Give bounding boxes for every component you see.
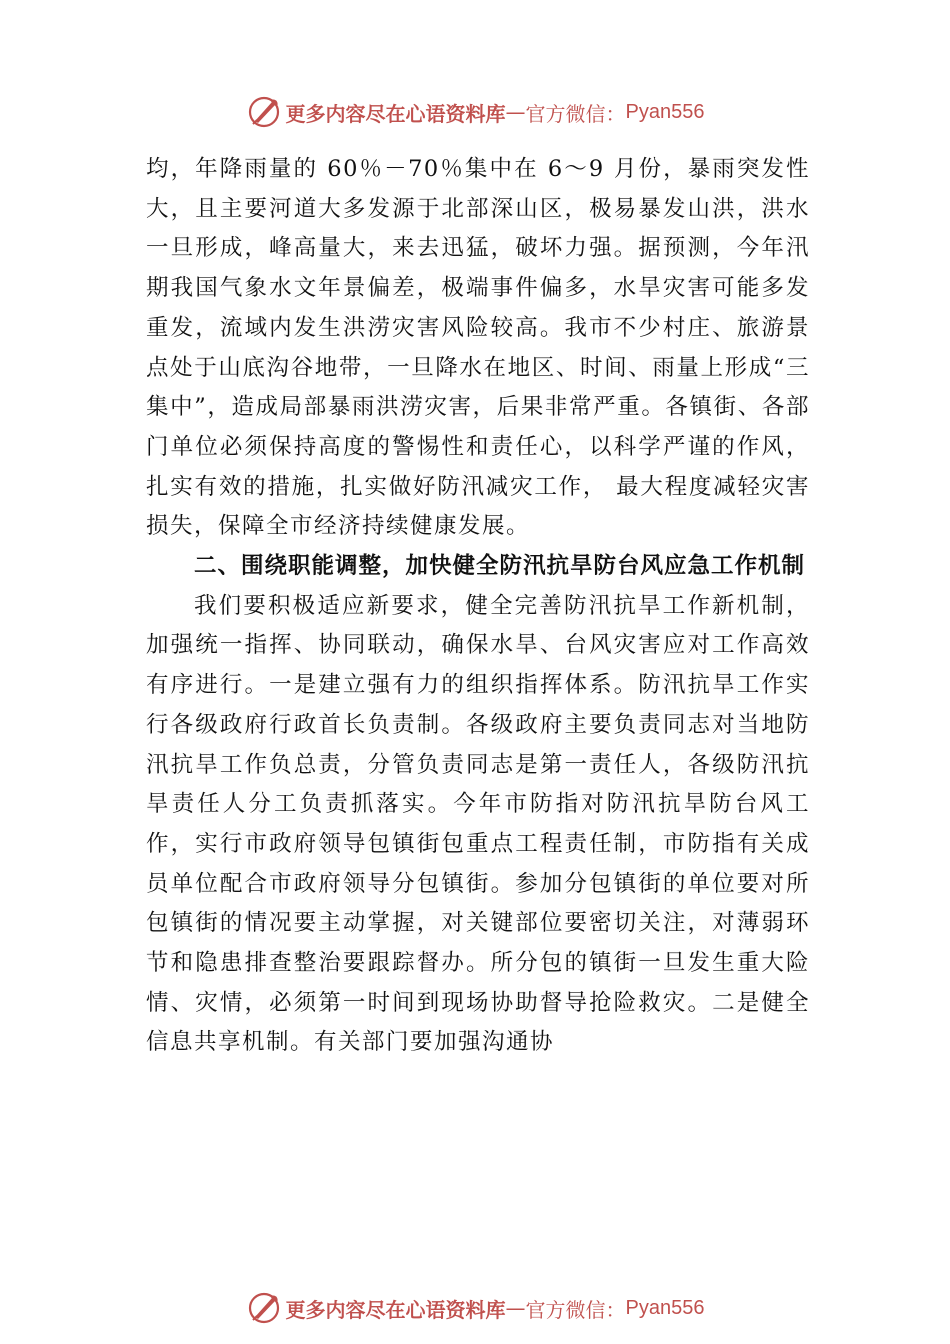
header-watermark bbox=[0, 92, 950, 132]
footer-watermark bbox=[0, 1288, 950, 1328]
watermark-wechat-id: Pyan556 bbox=[625, 100, 705, 123]
section-heading-2: 二、围绕职能调整，加快健全防汛抗旱防台风应急工作机制 bbox=[194, 553, 806, 580]
watermark-label: 官方微信： bbox=[525, 101, 626, 126]
watermark-wechat-id: Pyan556 bbox=[625, 1296, 705, 1319]
body-paragraph-2: 我们要积极适应新要求，健全完善防汛抗旱工作新机制，加强统一指挥、协同联动，确保水旱、台风灾害应对工作高效有序进行。一是建立强有力的组织指挥体系。防汛抗旱工作实行各级政府行政首长负责制。各级政府主要负责同志对当地防汛抗旱工作负总责，分管负责同志是第一责任人，各级防汛抗旱责任人分工负责抓落实。今年市防指对防汛抗旱防台风工作，实行市政府领导包镇街包重点工程责任制，市防指有关成员单位配合市政府领导分包镇街。参加分包镇街的单位要对所包镇街的情况要主动掌握，对关键部位要密切关注，对薄弱环节和隐患排查整治要跟踪督办。所分包的镇街一旦发生重大险情、灾情，必须第一时间到现场协助督导抢险救灾。二是健全信息共享机制。有关部门要加强沟通协 bbox=[146, 592, 810, 1056]
document-body bbox=[146, 150, 810, 1063]
body-paragraph-1: 均，年降雨量的 60％－70％集中在 6～9 月份，暴雨突发性大，且主要河道大多发源于北部深山区，极易暴发山洪，洪水一旦形成，峰高量大，来去迅猛，破坏力强。据预测，今年汛期我国气象水文年景偏差，极端事件偏多，水旱灾害可能多发重发，流域内发生洪涝灾害风险较高。我市不少村庄、旅游景点处于山底沟谷地带，一旦降水在地区、时间、雨量上形成“三集中”，造成局部暴雨洪涝灾害，后果非常严重。各镇街、各部门单位必须保持高度的警惕性和责任心，以科学严谨的作风，扎实有效的措施，扎实做好防汛减灾工作， 最大程度减轻灾害损失，保障全市经济持续健康发展。 bbox=[146, 156, 810, 540]
quill-seal-icon bbox=[246, 1290, 282, 1326]
watermark-main-text: 更多内容尽在心语资料库 bbox=[285, 1297, 506, 1322]
watermark-dash: — bbox=[505, 100, 526, 124]
quill-seal-icon bbox=[246, 94, 282, 130]
watermark-main-text: 更多内容尽在心语资料库 bbox=[285, 101, 506, 126]
watermark-label: 官方微信： bbox=[525, 1297, 626, 1322]
watermark-dash: — bbox=[505, 1296, 526, 1320]
